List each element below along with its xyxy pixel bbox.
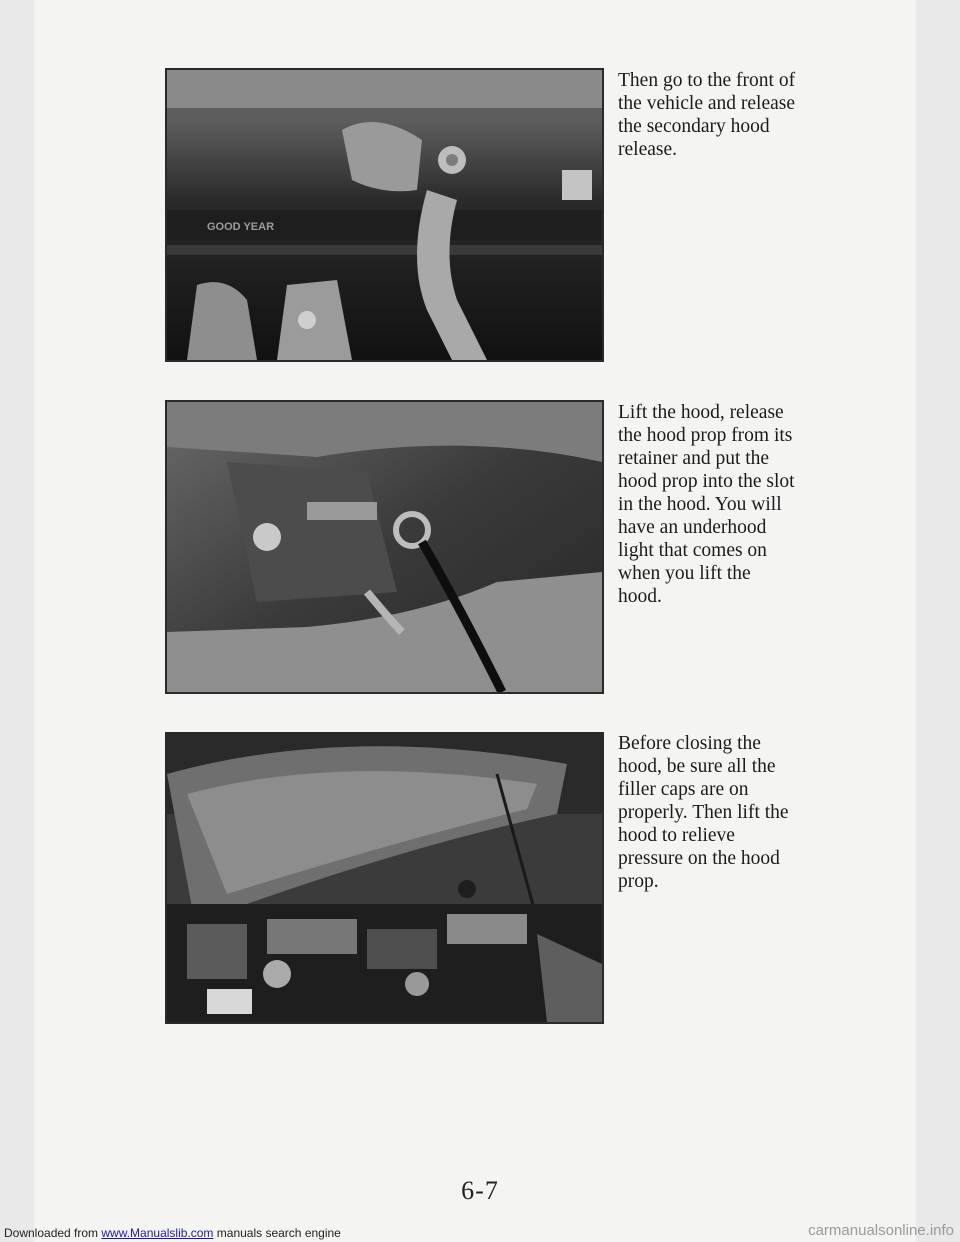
caption-secondary-release: Then go to the front of the vehicle and release the secondary hood release. <box>618 70 796 160</box>
footer-prefix: Downloaded from <box>4 1226 102 1240</box>
footer-suffix: manuals search engine <box>213 1226 341 1240</box>
page-number: 6-7 <box>461 1176 499 1205</box>
photo-hood-prop-retainer <box>165 400 604 694</box>
site-watermark: carmanualsonline.info <box>808 1222 954 1239</box>
caption-before-closing: Before closing the hood, be sure all the filler caps are on properly. Then lift the hood to relieve pressure on the hood prop. <box>618 733 789 892</box>
download-footer <box>4 1226 341 1240</box>
photo1-label: GOOD YEAR <box>207 221 275 233</box>
photo-secondary-hood-release <box>165 68 604 362</box>
manualslib-link[interactable]: www.Manualslib.com <box>101 1226 214 1240</box>
photo-open-hood-engine <box>165 732 604 1024</box>
caption-lift-hood: Lift the hood, release the hood prop from its retainer and put the hood prop into the slot in the hood. You will have an underhood light that comes on when you lift the hood. <box>618 402 795 607</box>
